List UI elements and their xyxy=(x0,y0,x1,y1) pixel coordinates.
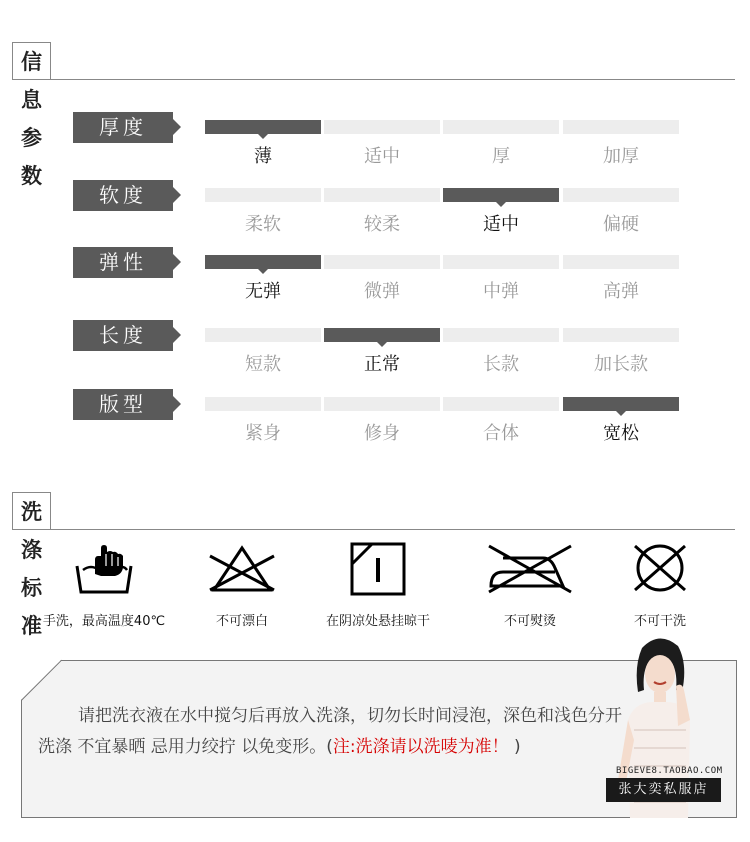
option-label: 宽松 xyxy=(603,423,639,444)
param-option xyxy=(563,120,679,167)
wash-notice-text xyxy=(38,701,638,763)
option-label: 无弹 xyxy=(245,281,281,302)
notice-closing: ) xyxy=(508,737,521,757)
param-label: 厚度 xyxy=(73,112,173,143)
option-label: 修身 xyxy=(364,423,400,444)
param-option-selected xyxy=(205,120,321,167)
param-label: 长度 xyxy=(73,320,173,351)
no-bleach-icon xyxy=(206,540,278,596)
hand-wash-icon xyxy=(73,540,135,596)
option-bar xyxy=(563,120,679,134)
option-bar xyxy=(443,188,559,202)
wash-caption: 不可干洗 xyxy=(633,614,686,629)
param-option xyxy=(324,397,440,444)
info-section-title: 信息参数 xyxy=(12,42,51,80)
wash-caption: 不可漂白 xyxy=(215,614,268,629)
option-bar xyxy=(443,328,559,342)
param-option xyxy=(324,255,440,302)
wash-item-line-dry xyxy=(308,540,448,630)
brand-badge: 张大奕私服店 xyxy=(606,778,721,802)
option-label: 较柔 xyxy=(364,214,400,235)
option-bar xyxy=(324,255,440,269)
param-option xyxy=(563,328,679,375)
option-label: 偏硬 xyxy=(603,214,639,235)
param-option-selected xyxy=(443,188,559,235)
wash-caption: 不可熨烫 xyxy=(503,614,556,629)
param-row xyxy=(73,320,683,380)
param-option xyxy=(563,255,679,302)
param-label: 软度 xyxy=(73,180,173,211)
option-label: 适中 xyxy=(483,214,519,235)
option-label: 柔软 xyxy=(245,214,281,235)
notice-highlight: 注:洗涤请以洗唛为准！ xyxy=(332,737,509,757)
option-label: 适中 xyxy=(364,146,400,167)
option-bar xyxy=(205,188,321,202)
param-row xyxy=(73,247,683,307)
param-option xyxy=(324,188,440,235)
option-label: 高弹 xyxy=(603,281,639,302)
param-option xyxy=(443,397,559,444)
option-label: 微弹 xyxy=(364,281,400,302)
param-option-selected xyxy=(205,255,321,302)
option-bar xyxy=(563,255,679,269)
option-bar xyxy=(205,328,321,342)
wash-caption: 手洗，最高温度40℃ xyxy=(42,614,166,629)
option-label: 厚 xyxy=(492,146,510,167)
option-bar xyxy=(563,397,679,411)
option-bar xyxy=(563,188,679,202)
brand-url: BIGEVE8.TAOBAO.COM xyxy=(616,766,723,776)
info-section-rule xyxy=(12,79,735,80)
param-option xyxy=(563,188,679,235)
option-bar xyxy=(563,328,679,342)
option-label: 中弹 xyxy=(483,281,519,302)
option-bar xyxy=(324,397,440,411)
param-row xyxy=(73,112,683,172)
option-bar xyxy=(443,120,559,134)
option-bar xyxy=(205,120,321,134)
param-row xyxy=(73,389,683,449)
option-bar xyxy=(443,255,559,269)
wash-item-no-dry-clean xyxy=(590,540,730,630)
option-bar xyxy=(205,255,321,269)
option-bar xyxy=(324,188,440,202)
option-bar xyxy=(205,397,321,411)
param-option xyxy=(324,120,440,167)
option-label: 短款 xyxy=(245,354,281,375)
param-option xyxy=(205,328,321,375)
param-label: 版型 xyxy=(73,389,173,420)
option-label: 加长款 xyxy=(594,354,648,375)
no-iron-icon xyxy=(485,540,575,596)
param-option xyxy=(443,255,559,302)
param-option-selected xyxy=(563,397,679,444)
no-dry-clean-icon xyxy=(629,540,691,596)
option-label: 加厚 xyxy=(603,146,639,167)
param-row xyxy=(73,180,683,240)
option-label: 正常 xyxy=(364,354,400,375)
notice-body: 请把洗衣液在水中搅匀后再放入洗涤，切勿长时间浸泡，深色和浅色分开洗涤 不宜暴晒 忌用力绞拧 以免变形。( xyxy=(38,706,622,757)
wash-item-no-iron xyxy=(460,540,600,630)
wash-caption: 在阴凉处悬挂晾干 xyxy=(325,614,430,629)
wash-section-rule xyxy=(12,529,735,530)
option-bar xyxy=(324,328,440,342)
wash-item-hand-wash xyxy=(34,540,174,630)
wash-section-title: 洗涤标准 xyxy=(12,492,51,530)
param-option xyxy=(443,328,559,375)
option-bar xyxy=(443,397,559,411)
line-dry-shade-icon xyxy=(348,540,408,598)
option-label: 薄 xyxy=(254,146,272,167)
option-label: 合体 xyxy=(483,423,519,444)
param-option xyxy=(205,397,321,444)
option-bar xyxy=(324,120,440,134)
param-option-selected xyxy=(324,328,440,375)
option-label: 长款 xyxy=(483,354,519,375)
option-label: 紧身 xyxy=(245,423,281,444)
param-option xyxy=(205,188,321,235)
param-option xyxy=(443,120,559,167)
wash-item-no-bleach xyxy=(172,540,312,630)
param-label: 弹性 xyxy=(73,247,173,278)
